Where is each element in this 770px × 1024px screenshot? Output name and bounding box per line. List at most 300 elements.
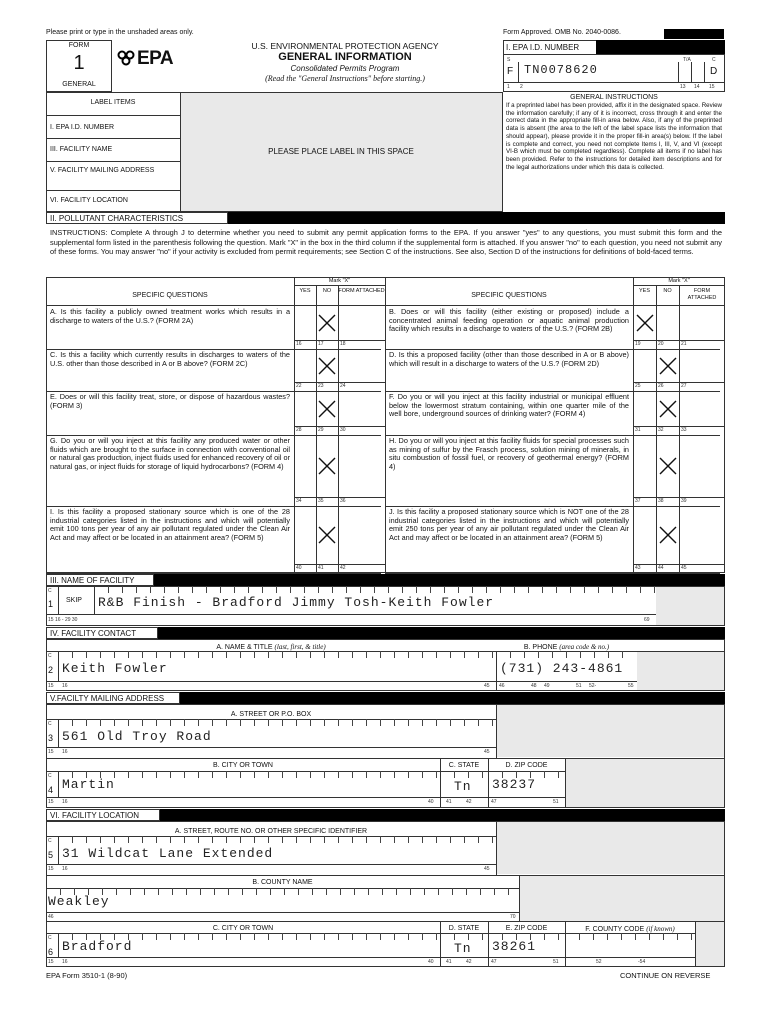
mail-city-comb — [58, 771, 440, 779]
comb-tick — [394, 836, 395, 843]
comb-tick — [282, 719, 283, 726]
loc-county-code-head: F. COUNTY CODE (if known) — [585, 925, 675, 933]
mail-c2: C — [48, 773, 52, 779]
form-label: FORM — [68, 42, 90, 49]
comb-tick — [122, 586, 123, 593]
answer-code: 33 — [681, 427, 687, 433]
comb-tick — [338, 933, 339, 940]
comb-tick — [622, 651, 623, 658]
comb-tick — [422, 719, 423, 726]
mail-t41: 41 — [446, 799, 452, 805]
loc-city-value[interactable]: Bradford — [62, 939, 133, 954]
comb-tick — [114, 771, 115, 778]
comb-tick — [102, 888, 103, 895]
mark-x-right: Mark "X" — [668, 278, 690, 284]
right-0-yes-x-mark[interactable] — [634, 312, 656, 334]
comb-tick — [296, 933, 297, 940]
comb-tick — [394, 933, 395, 940]
comb-tick — [156, 836, 157, 843]
comb-tick — [436, 933, 437, 940]
continue-footer: CONTINUE ON REVERSE — [620, 971, 711, 980]
epa-id-black-bar — [596, 40, 725, 54]
mail-zip-comb — [488, 771, 565, 779]
comb-tick — [452, 888, 453, 895]
comb-tick — [170, 836, 171, 843]
comb-tick — [284, 888, 285, 895]
comb-tick — [226, 933, 227, 940]
comb-tick — [290, 586, 291, 593]
loc-t15b: 15 — [48, 959, 54, 965]
comb-tick — [270, 888, 271, 895]
comb-tick — [472, 586, 473, 593]
comb-tick — [380, 651, 381, 658]
comb-tick — [464, 836, 465, 843]
specific-questions-right: SPECIFIC QUESTIONS — [471, 292, 547, 299]
contact-name-comb — [58, 651, 496, 659]
comb-tick — [480, 888, 481, 895]
loc-t42: 42 — [466, 959, 472, 965]
comb-tick — [192, 586, 193, 593]
comb-tick — [164, 586, 165, 593]
comb-tick — [304, 586, 305, 593]
comb-tick — [368, 888, 369, 895]
comb-tick — [552, 651, 553, 658]
comb-tick — [478, 651, 479, 658]
mail-street-head: A. STREET OR P.O. BOX — [230, 711, 312, 718]
question-right-1: D. Is this a proposed facility (other than those described in A or B above) which will result in a discharge to waters of the U.S.? (FORM 2D) — [389, 350, 629, 368]
contact-t55: 55 — [628, 683, 634, 689]
comb-tick — [268, 719, 269, 726]
contact-c: C — [48, 653, 52, 659]
comb-tick — [352, 719, 353, 726]
comb-tick — [184, 933, 185, 940]
header-black-bar — [664, 29, 724, 39]
comb-tick — [663, 933, 664, 940]
comb-tick — [450, 719, 451, 726]
comb-tick — [380, 836, 381, 843]
comb-tick — [382, 888, 383, 895]
comb-tick — [584, 586, 585, 593]
comb-tick — [128, 771, 129, 778]
loc-t70: 70 — [510, 914, 516, 920]
comb-tick — [640, 586, 641, 593]
comb-tick — [607, 933, 608, 940]
comb-tick — [114, 836, 115, 843]
facility-name-comb — [94, 586, 656, 594]
comb-tick — [248, 586, 249, 593]
mail-street-value[interactable]: 561 Old Troy Road — [62, 729, 212, 744]
answer-code: 37 — [635, 498, 641, 504]
comb-tick — [516, 933, 517, 940]
comb-tick — [100, 771, 101, 778]
comb-tick — [234, 586, 235, 593]
comb-tick — [268, 771, 269, 778]
comb-tick — [156, 651, 157, 658]
mail-city-head: B. CITY OR TOWN — [213, 762, 273, 769]
comb-tick — [502, 771, 503, 778]
comb-tick — [310, 719, 311, 726]
skip-label: SKIP — [66, 597, 82, 604]
comb-tick — [296, 651, 297, 658]
comb-tick — [254, 933, 255, 940]
comb-tick — [528, 586, 529, 593]
comb-tick — [72, 651, 73, 658]
comb-tick — [172, 888, 173, 895]
comb-tick — [142, 651, 143, 658]
comb-tick — [500, 586, 501, 593]
mail-t45: 45 — [484, 749, 490, 755]
comb-tick — [396, 888, 397, 895]
comb-tick — [254, 719, 255, 726]
comb-tick — [436, 719, 437, 726]
fname-end-tick: 69 — [644, 617, 650, 623]
no-head-left: NO — [322, 288, 332, 294]
comb-tick — [324, 651, 325, 658]
comb-tick — [100, 836, 101, 843]
comb-tick — [458, 586, 459, 593]
comb-tick — [468, 933, 469, 940]
contact-t45: 45 — [484, 683, 490, 689]
question-left-4: I. Is this facility a proposed stationary source which is one of the 28 industrial categories listed in the instructions and which will potentially emit 100 tons per year of any air pollutant regulated under the Clean Air Act and may affect or be located in an attainment area? (FORM 5) — [50, 507, 290, 542]
pollutant-instructions: INSTRUCTIONS: Complete A through J to determine whether you need to submit any permit application forms to the EPA. If you answer "yes" to any questions, you must submit this form and the supplemental form listed in the parenthesis following the question. Mark "X" in the box in the third column if the supplemental form is attached. If you answer "no" to each question, you need not submit any of these forms. You may answer "no" if your activity is excluded from permit requirements; see Section C of the instructions. See also, Section D of the instructions for definitions of bold-faced terms. — [50, 228, 722, 256]
comb-tick — [352, 836, 353, 843]
comb-tick — [206, 586, 207, 593]
mail-zip-head: D. ZIP CODE — [505, 762, 548, 769]
comb-tick — [226, 719, 227, 726]
answer-code: 17 — [318, 341, 324, 347]
answer-code: 45 — [681, 565, 687, 571]
comb-tick — [579, 933, 580, 940]
tick-15: 15 — [709, 84, 715, 90]
comb-tick — [354, 888, 355, 895]
comb-tick — [408, 836, 409, 843]
comb-tick — [340, 888, 341, 895]
loc-zip-comb — [488, 933, 565, 941]
comb-tick — [142, 771, 143, 778]
contact-t46: 46 — [499, 683, 505, 689]
place-label-text: PLEASE PLACE LABEL IN THIS SPACE — [268, 147, 414, 156]
loc-city-comb — [58, 933, 440, 941]
comb-tick — [352, 771, 353, 778]
comb-tick — [276, 586, 277, 593]
comb-tick — [482, 933, 483, 940]
comb-tick — [178, 586, 179, 593]
comb-tick — [502, 933, 503, 940]
comb-tick — [128, 933, 129, 940]
comb-tick — [486, 586, 487, 593]
comb-tick — [86, 836, 87, 843]
section-ii-header — [46, 212, 725, 224]
print-instruction: Please print or type in the unshaded areas only. — [46, 29, 194, 36]
contact-row: 2 — [48, 665, 54, 675]
comb-tick — [212, 719, 213, 726]
mail-city-value[interactable]: Martin — [62, 777, 115, 792]
comb-tick — [464, 651, 465, 658]
answer-code: 39 — [681, 498, 687, 504]
comb-tick — [312, 888, 313, 895]
contact-t49: 49 — [544, 683, 550, 689]
loc-street-head: A. STREET, ROUTE NO. OR OTHER SPECIFIC IDENTIFIER — [174, 828, 368, 835]
no-head-right: NO — [663, 288, 672, 294]
contact-name-value[interactable]: Keith Fowler — [62, 661, 168, 676]
comb-tick — [156, 933, 157, 940]
comb-tick — [402, 586, 403, 593]
comb-tick — [310, 771, 311, 778]
comb-tick — [593, 933, 594, 940]
comb-tick — [254, 836, 255, 843]
right-2-no-x-mark[interactable] — [657, 398, 679, 420]
comb-tick — [240, 651, 241, 658]
comb-tick — [156, 771, 157, 778]
comb-tick — [282, 651, 283, 658]
comb-tick — [635, 933, 636, 940]
contact-phone-value[interactable]: (731) 243-4861 — [500, 661, 624, 676]
comb-tick — [626, 586, 627, 593]
answer-code: 44 — [658, 565, 664, 571]
comb-tick — [214, 888, 215, 895]
comb-tick — [226, 836, 227, 843]
comb-tick — [352, 651, 353, 658]
epa-flower-icon — [116, 50, 136, 66]
loc-t47: 47 — [491, 959, 497, 965]
right-4-no-x-mark[interactable] — [657, 524, 679, 546]
comb-tick — [60, 888, 61, 895]
comb-tick — [516, 771, 517, 778]
comb-tick — [116, 888, 117, 895]
loc-t16a: 16 — [62, 866, 68, 872]
answer-code: 34 — [296, 498, 302, 504]
comb-tick — [142, 836, 143, 843]
loc-county-value[interactable]: Weakley — [48, 894, 110, 909]
epa-logo — [116, 50, 136, 68]
comb-tick — [198, 719, 199, 726]
comb-tick — [254, 651, 255, 658]
yes-head-right: YES — [638, 288, 650, 294]
question-right-3: H. Do you or will you inject at this facility fluids for special processes such as mining of sulfur by the Frasch process, solution mining of minerals, in situ combustion of fossil fuel, or recovery of geothermal energy? (FORM 4) — [389, 436, 629, 471]
comb-tick — [296, 719, 297, 726]
answer-code: 27 — [681, 383, 687, 389]
comb-tick — [388, 586, 389, 593]
left-4-no-x-mark[interactable] — [316, 524, 338, 546]
answer-code: 31 — [635, 427, 641, 433]
mail-state-value[interactable]: Tn — [454, 779, 472, 794]
contact-phone-head: B. PHONE (area code & no.) — [523, 643, 610, 651]
tick-13: 13 — [680, 84, 686, 90]
label-item-mailing: V. FACILITY MAILING ADDRESS — [50, 167, 155, 174]
left-2-no-x-mark[interactable] — [316, 398, 338, 420]
right-3-no-x-mark[interactable] — [657, 455, 679, 477]
comb-tick — [296, 836, 297, 843]
comb-tick — [332, 586, 333, 593]
comb-tick — [422, 651, 423, 658]
comb-tick — [524, 651, 525, 658]
loc-c1: C — [48, 838, 52, 844]
section-v-header — [46, 692, 725, 704]
question-right-4: J. Is this facility a proposed stationary source which is NOT one of the 28 industrial categories listed in the instructions and which will potentially emit 250 tons per year of any air pollutant regulated under the Clean Air Act and may affect or be located in an attainment area? (FORM 5) — [389, 507, 629, 542]
comb-tick — [282, 836, 283, 843]
comb-tick — [566, 651, 567, 658]
comb-tick — [366, 836, 367, 843]
left-1-no-x-mark[interactable] — [316, 355, 338, 377]
comb-tick — [212, 836, 213, 843]
comb-tick — [130, 888, 131, 895]
comb-tick — [410, 888, 411, 895]
answer-code: 21 — [681, 341, 687, 347]
comb-tick — [100, 719, 101, 726]
fname-row: 1 — [48, 599, 54, 609]
fname-c: C — [48, 588, 52, 594]
loc-t16b: 16 — [62, 959, 68, 965]
comb-tick — [72, 719, 73, 726]
mail-state-comb — [440, 771, 488, 779]
answer-code: 42 — [340, 565, 346, 571]
comb-tick — [408, 719, 409, 726]
comb-tick — [380, 771, 381, 778]
facility-name-value[interactable]: R&B Finish - Bradford Jimmy Tosh-Keith Fowler — [98, 595, 495, 610]
comb-tick — [366, 651, 367, 658]
loc-zip-value[interactable]: 38261 — [492, 939, 537, 954]
left-3-no-x-mark[interactable] — [316, 455, 338, 477]
answer-code: 16 — [296, 341, 302, 347]
comb-tick — [150, 586, 151, 593]
comb-tick — [468, 771, 469, 778]
label-item-facility-name: III. FACILITY NAME — [50, 146, 113, 153]
comb-tick — [556, 586, 557, 593]
comb-tick — [454, 933, 455, 940]
comb-tick — [212, 771, 213, 778]
comb-tick — [198, 771, 199, 778]
question-left-0: A. Is this facility a publicly owned treatment works which results in a discharge to waters of the U.S.? (FORM 2A) — [50, 307, 290, 325]
agency-logo-text: EPA — [137, 48, 174, 69]
comb-tick — [380, 933, 381, 940]
comb-tick — [594, 651, 595, 658]
comb-tick — [108, 586, 109, 593]
comb-tick — [422, 771, 423, 778]
comb-tick — [240, 771, 241, 778]
comb-tick — [450, 651, 451, 658]
comb-tick — [114, 651, 115, 658]
comb-tick — [380, 719, 381, 726]
comb-tick — [508, 888, 509, 895]
section-iii-header — [46, 574, 725, 586]
comb-tick — [282, 933, 283, 940]
comb-tick — [296, 771, 297, 778]
question-right-0: B. Does or will this facility (either existing or proposed) include a concentrated animal feeding operation or aquatic animal production facility which results in a discharge to waters of the U.S.? (FORM 2B) — [389, 307, 629, 334]
contact-t51: 51 — [576, 683, 582, 689]
answer-code: 40 — [296, 565, 302, 571]
comb-tick — [530, 771, 531, 778]
tick-1: 1 — [507, 84, 510, 90]
loc-t15a: 15 — [48, 866, 54, 872]
comb-tick — [186, 888, 187, 895]
comb-tick — [544, 933, 545, 940]
comb-tick — [142, 933, 143, 940]
comb-tick — [86, 771, 87, 778]
comb-tick — [466, 888, 467, 895]
mail-state-head: C. STATE — [448, 762, 480, 769]
form-attached-head-left: FORM ATTACHED — [338, 288, 385, 294]
comb-tick — [240, 836, 241, 843]
left-0-no-x-mark[interactable] — [316, 312, 338, 334]
ta-label: T/A — [683, 57, 691, 63]
loc-row6: 6 — [48, 947, 54, 957]
comb-tick — [184, 771, 185, 778]
tick-14: 14 — [694, 84, 700, 90]
answer-code: 41 — [318, 565, 324, 571]
omb-number: Form Approved. OMB No. 2040-0086. — [503, 29, 621, 36]
form-title: GENERAL INFORMATION — [278, 51, 412, 63]
comb-tick — [394, 771, 395, 778]
loc-state-comb — [440, 933, 488, 941]
comb-tick — [268, 933, 269, 940]
comb-tick — [360, 586, 361, 593]
form-subtitle: Consolidated Permits Program — [290, 64, 400, 73]
comb-tick — [366, 771, 367, 778]
comb-tick — [450, 836, 451, 843]
comb-tick — [220, 586, 221, 593]
comb-tick — [268, 651, 269, 658]
loc-zip-head: E. ZIP CODE — [505, 925, 548, 932]
comb-tick — [436, 836, 437, 843]
comb-tick — [114, 719, 115, 726]
right-1-no-x-mark[interactable] — [657, 355, 679, 377]
loc-state-head: D. STATE — [448, 925, 480, 932]
loc-row5: 5 — [48, 850, 54, 860]
comb-tick — [558, 933, 559, 940]
comb-tick — [478, 719, 479, 726]
comb-tick — [394, 719, 395, 726]
section-vi-title: VI. FACILITY LOCATION — [46, 809, 160, 821]
loc-street-value[interactable]: 31 Wildcat Lane Extended — [62, 846, 274, 861]
comb-tick — [136, 586, 137, 593]
comb-tick — [324, 771, 325, 778]
section-iii-title: III. NAME OF FACILITY — [46, 574, 154, 586]
comb-tick — [86, 719, 87, 726]
comb-tick — [621, 933, 622, 940]
comb-tick — [438, 888, 439, 895]
epa-id-number[interactable]: TN0078620 — [524, 63, 598, 77]
answer-code: 43 — [635, 565, 641, 571]
loc-t40: 40 — [428, 959, 434, 965]
comb-tick — [374, 586, 375, 593]
contact-t16: 16 — [62, 683, 68, 689]
comb-tick — [170, 719, 171, 726]
mail-zip-value[interactable]: 38237 — [492, 777, 537, 792]
comb-tick — [514, 586, 515, 593]
label-item-epa-id: I. EPA I.D. NUMBER — [50, 124, 115, 131]
comb-tick — [530, 933, 531, 940]
comb-tick — [492, 719, 493, 726]
answer-code: 28 — [296, 427, 302, 433]
question-left-1: C. Is this a facility which currently results in discharges to waters of the U.S. other than those described in A or B above? (FORM 2C) — [50, 350, 290, 368]
contact-t52: 52- — [589, 683, 597, 689]
comb-tick — [242, 888, 243, 895]
loc-city-head: C. CITY OR TOWN — [212, 925, 274, 932]
form-attached-head-right: FORM ATTACHED — [687, 288, 717, 301]
comb-tick — [256, 888, 257, 895]
mail-c1: C — [48, 721, 52, 727]
comb-tick — [324, 836, 325, 843]
loc-state-value[interactable]: Tn — [454, 941, 472, 956]
section-ii-title: II. POLLUTANT CHARACTERISTICS — [46, 212, 228, 224]
comb-tick — [198, 836, 199, 843]
loc-t52: 52 — [596, 959, 602, 965]
answer-code: 38 — [658, 498, 664, 504]
comb-tick — [324, 719, 325, 726]
comb-tick — [88, 888, 89, 895]
comb-tick — [86, 651, 87, 658]
comb-tick — [422, 836, 423, 843]
